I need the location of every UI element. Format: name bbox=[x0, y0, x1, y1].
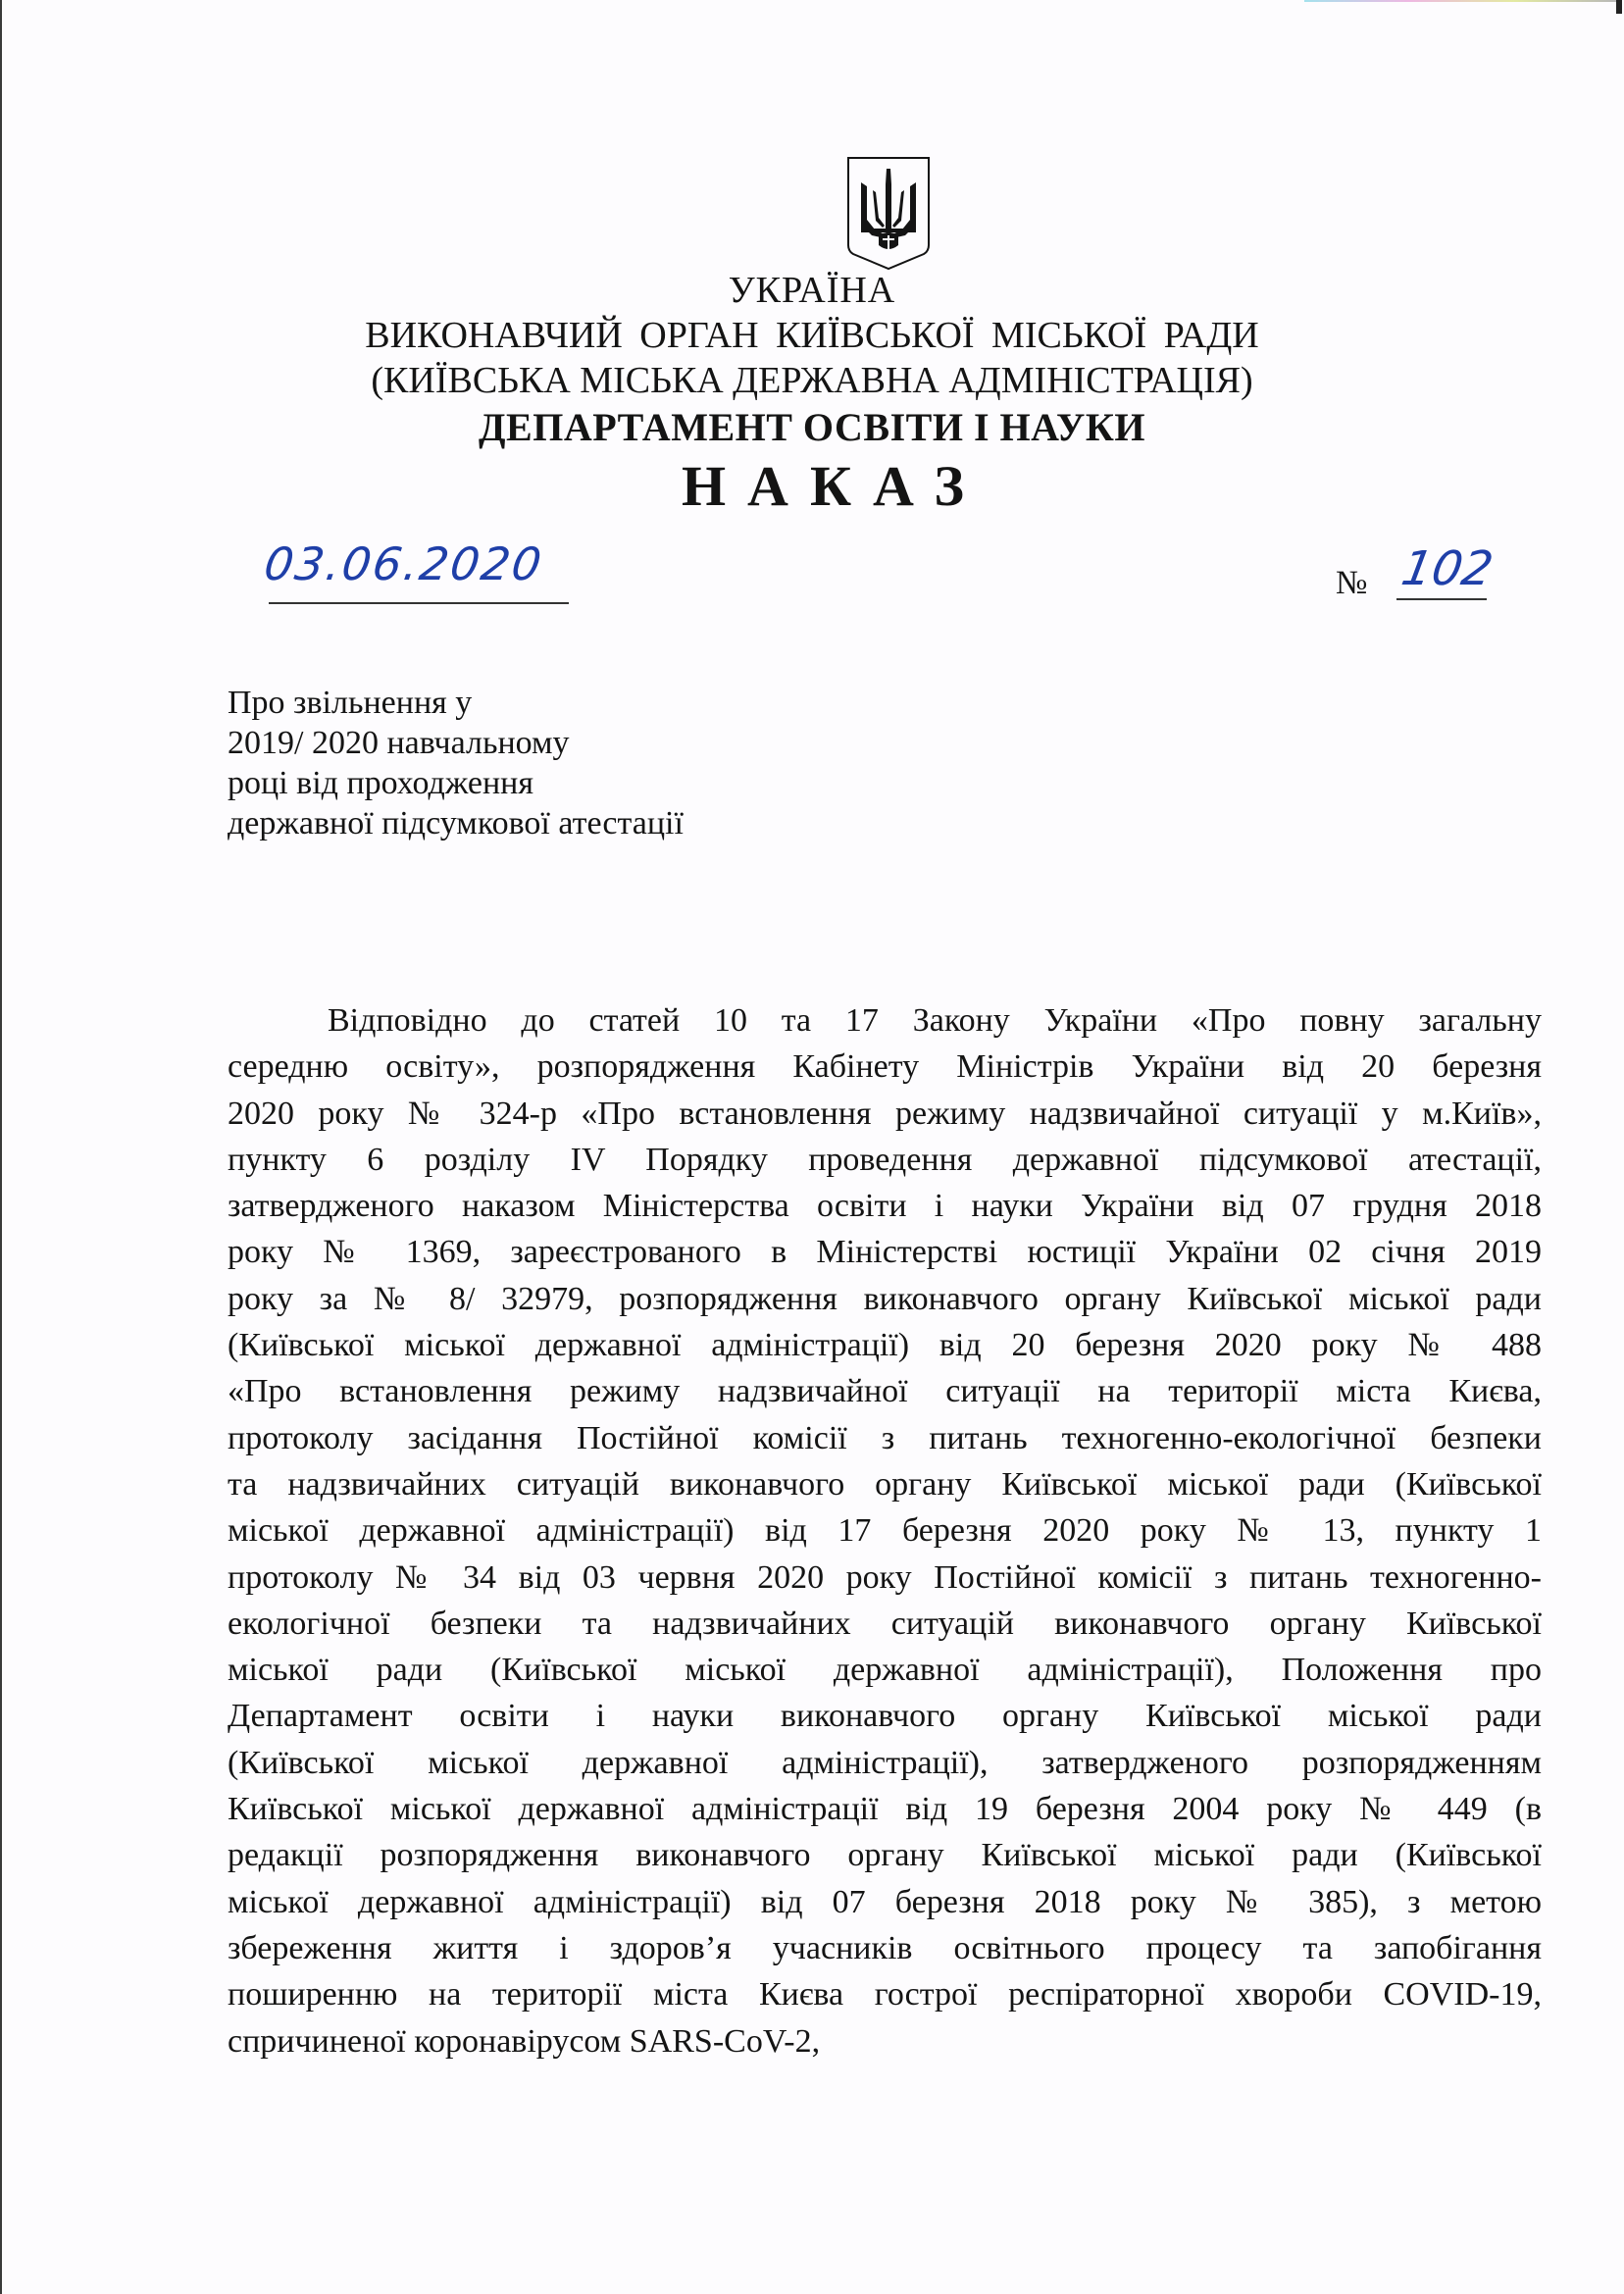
order-number bbox=[1334, 541, 1530, 608]
subject-line: році від проходження bbox=[228, 765, 533, 801]
body-line: (Київської міської державної адміністрації), затвердженого розпорядженням bbox=[228, 1744, 1542, 1781]
body-line: редакції розпорядження виконавчого органу Київської міської ради (Київської bbox=[228, 1837, 1542, 1874]
coat-of-arms-icon bbox=[845, 155, 932, 271]
preamble-paragraph bbox=[228, 997, 1542, 2065]
body-line: Відповідно до статей 10 та 17 Закону України «Про повну загальну bbox=[328, 1002, 1542, 1039]
date-underline bbox=[269, 602, 569, 604]
body-line: «Про встановлення режиму надзвичайної ситуації на території міста Києва, bbox=[228, 1373, 1542, 1410]
scan-edge-top bbox=[1304, 0, 1618, 2]
body-line: року № 1369, зареєстрованого в Міністерстві юстиції України 02 січня 2019 bbox=[228, 1234, 1542, 1271]
body-line: затвердженого наказом Міністерства освіти і науки України від 07 грудня 2018 bbox=[228, 1188, 1542, 1225]
body-line: 2020 року № 324-р «Про встановлення режиму надзвичайної ситуації у м.Київ», bbox=[228, 1095, 1542, 1132]
body-line: міської державної адміністрації) від 07 березня 2018 року № 385), з метою bbox=[228, 1883, 1542, 1920]
subject-line: 2019/ 2020 навчальному bbox=[228, 725, 570, 761]
subject-line: державної підсумкової атестації bbox=[228, 805, 684, 841]
body-line: екологічної безпеки та надзвичайних ситуацій виконавчого органу Київської bbox=[228, 1605, 1542, 1642]
body-line: пункту 6 розділу IV Порядку проведення державної підсумкової атестації, bbox=[228, 1141, 1542, 1178]
body-line: протоколу № 34 від 03 червня 2020 року Постійної комісії з питань техногенно- bbox=[228, 1558, 1542, 1596]
body-line: поширенню на території міста Києва гострої респіраторної хвороби COVID-19, bbox=[228, 1976, 1542, 2014]
body-line: середню освіту», розпорядження Кабінету Міністрів України від 20 березня bbox=[228, 1048, 1542, 1086]
scan-edge-corner bbox=[1616, 0, 1622, 14]
body-line: Київської міської державної адміністрації від 19 березня 2004 року № 449 (в bbox=[228, 1791, 1542, 1828]
subject-line: Про звільнення у bbox=[228, 685, 473, 721]
body-line: міської ради (Київської міської державної адміністрації), Положення про bbox=[228, 1652, 1542, 1689]
order-subject bbox=[228, 683, 684, 843]
body-line: збереження життя і здоров’я учасників освітнього процесу та запобігання bbox=[228, 1929, 1542, 1966]
order-number-value: 102 bbox=[1397, 541, 1497, 596]
body-line: та надзвичайних ситуацій виконавчого органу Київської міської ради (Київської bbox=[228, 1465, 1542, 1503]
tryzub-left-inner bbox=[873, 190, 885, 228]
body-line: Департамент освіти і науки виконавчого органу Київської міської ради bbox=[228, 1698, 1542, 1735]
tryzub-right-inner bbox=[892, 190, 904, 228]
body-line: спричиненої коронавірусом SARS-CoV-2, bbox=[228, 2022, 821, 2060]
order-date-value: 03.06.2020 bbox=[261, 537, 547, 590]
header-department: ДЕПАРТАМЕНТ ОСВІТИ І НАУКИ bbox=[479, 405, 1145, 449]
body-line: року за № 8/ 32979, розпорядження виконавчого органу Київської міської ради bbox=[228, 1280, 1542, 1317]
body-line: міської державної адміністрації) від 17 березня 2020 року № 13, пункту 1 bbox=[228, 1512, 1542, 1550]
order-date bbox=[261, 537, 579, 590]
body-line: протоколу засідання Постійної комісії з питань техногенно-екологічної безпеки bbox=[228, 1419, 1542, 1456]
document-type-title: НАКАЗ bbox=[681, 454, 987, 518]
header-country: УКРАЇНА bbox=[728, 270, 896, 311]
number-sign: № bbox=[1336, 565, 1368, 601]
header-organization: ВИКОНАВЧИЙ ОРГАН КИЇВСЬКОЇ МІСЬКОЇ РАДИ bbox=[365, 315, 1259, 356]
tryzub-base bbox=[861, 229, 916, 232]
header-administration: (КИЇВСЬКА МІСЬКА ДЕРЖАВНА АДМІНІСТРАЦІЯ) bbox=[371, 360, 1253, 401]
number-underline bbox=[1396, 598, 1487, 600]
body-line: (Київської міської державної адміністрації) від 20 березня 2020 року № 488 bbox=[228, 1327, 1542, 1364]
